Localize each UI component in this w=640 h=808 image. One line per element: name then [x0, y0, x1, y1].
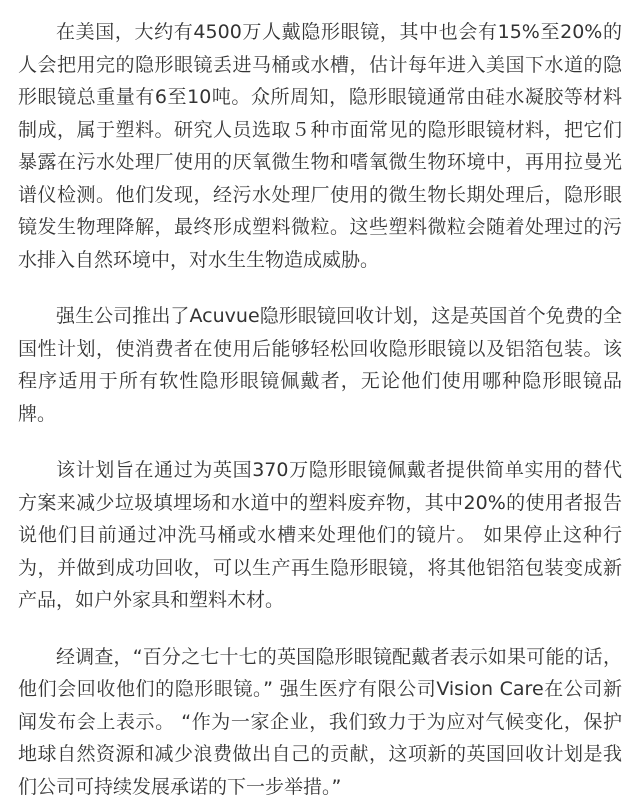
- article-paragraph-1: 在美国，大约有4500万人戴隐形眼镜，其中也会有15%至20%的人会把用完的隐形眼镜丢进马桶或水槽，估计每年进入美国下水道的隐形眼镜总重量有6至10吨。众所周知，隐形眼镜通常由硅水凝胶等材料制成，属于塑料。研究人员选取５种市面常见的隐形眼镜材料，把它们暴露在污水处理厂使用的厌氧微生物和嗜氧微生物环境中，再用拉曼光谱仪检测。他们发现，经污水处理厂使用的微生物长期处理后，隐形眼镜发生物理降解，最终形成塑料微粒。这些塑料微粒会随着处理过的污水排入自然环境中，对水生生物造成威胁。: [18, 21, 622, 271]
- article-body: [18, 16, 622, 803]
- article-paragraph-3: 该计划旨在通过为英国370万隐形眼镜佩戴者提供简单实用的替代方案来减少垃圾填埋场和水道中的塑料废弃物，其中20%的使用者报告说他们目前通过冲洗马桶或水槽来处理他们的镜片。 如果停止这种行为，并做到成功回收，可以生产再生隐形眼镜，将其他铝箔包装变成新产品，如户外家具和塑料木材。: [18, 459, 622, 611]
- article-paragraph-2: 强生公司推出了Acuvue隐形眼镜回收计划，这是英国首个免费的全国性计划，使消费者在使用后能够轻松回收隐形眼镜以及铝箔包装。该程序适用于所有软性隐形眼镜佩戴者，无论他们使用哪种隐形眼镜品牌。: [18, 305, 622, 425]
- article-paragraph-4: 经调查，“百分之七十七的英国隐形眼镜配戴者表示如果可能的话，他们会回收他们的隐形眼镜。” 强生医疗有限公司Vision Care在公司新闻发布会上表示。 “作为一家企业，我们致力于为应对气候变化，保护地球自然资源和减少浪费做出自己的贡献，这项新的英国回收计划是我们公司可持续发展承诺的下一步举措。”: [18, 645, 622, 798]
